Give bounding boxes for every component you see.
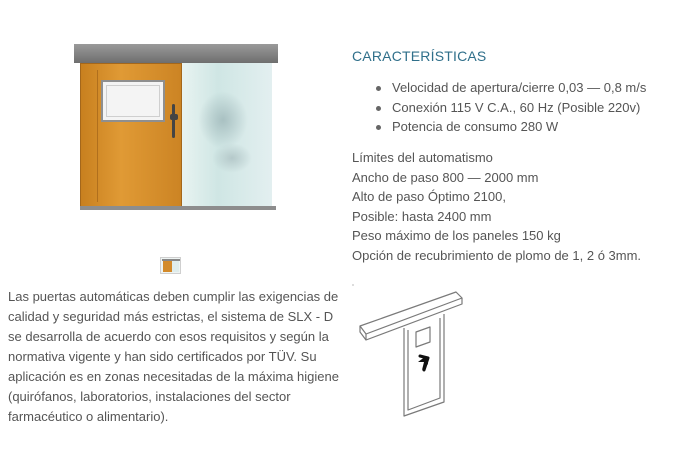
sliding-door-diagram xyxy=(358,288,466,424)
divider-dot xyxy=(352,284,354,286)
product-thumbnail[interactable] xyxy=(160,257,181,274)
limits-heading: Límites del automatismo xyxy=(352,150,493,165)
door-glass-panel xyxy=(180,63,272,209)
limits-weight: Peso máximo de los paneles 150 kg xyxy=(352,228,561,243)
limits-lead-option: Opción de recubrimiento de plomo de 1, 2 ó 3mm. xyxy=(352,247,642,263)
features-title: CARACTERÍSTICAS xyxy=(352,48,487,64)
door-window xyxy=(101,80,165,122)
limits-width: Ancho de paso 800 — 2000 mm xyxy=(352,169,539,185)
door-floor-track xyxy=(80,206,276,210)
door-header-rail xyxy=(74,44,278,63)
feature-item-speed: Velocidad de apertura/cierre 0,03 — 0,8 m/s xyxy=(352,78,646,98)
feature-item-connection: Conexión 115 V C.A., 60 Hz (Posible 220v) xyxy=(352,98,646,118)
limits-height-max: Posible: hasta 2400 mm xyxy=(352,208,492,224)
door-handle-icon xyxy=(170,104,178,138)
feature-item-power: Potencia de consumo 280 W xyxy=(352,117,646,137)
limits-height-optimal: Alto de paso Óptimo 2100, xyxy=(352,189,506,204)
product-image-sliding-door xyxy=(74,44,278,214)
product-description: Las puertas automáticas deben cumplir las exigencias de calidad y seguridad más estrictas, el sistema de SLX - D se desarrolla de acuerdo con esos requisitos y según la normativa vigente y han sido certificados por TÜV. Su aplicación es en zonas necesitadas de la máxima higiene (quirófanos, laboratorios, instalaciones del sector farmacéutico o alimentario). xyxy=(8,289,339,424)
door-leaf-orange xyxy=(80,63,182,209)
limits-block xyxy=(352,148,641,265)
features-list xyxy=(352,78,646,137)
